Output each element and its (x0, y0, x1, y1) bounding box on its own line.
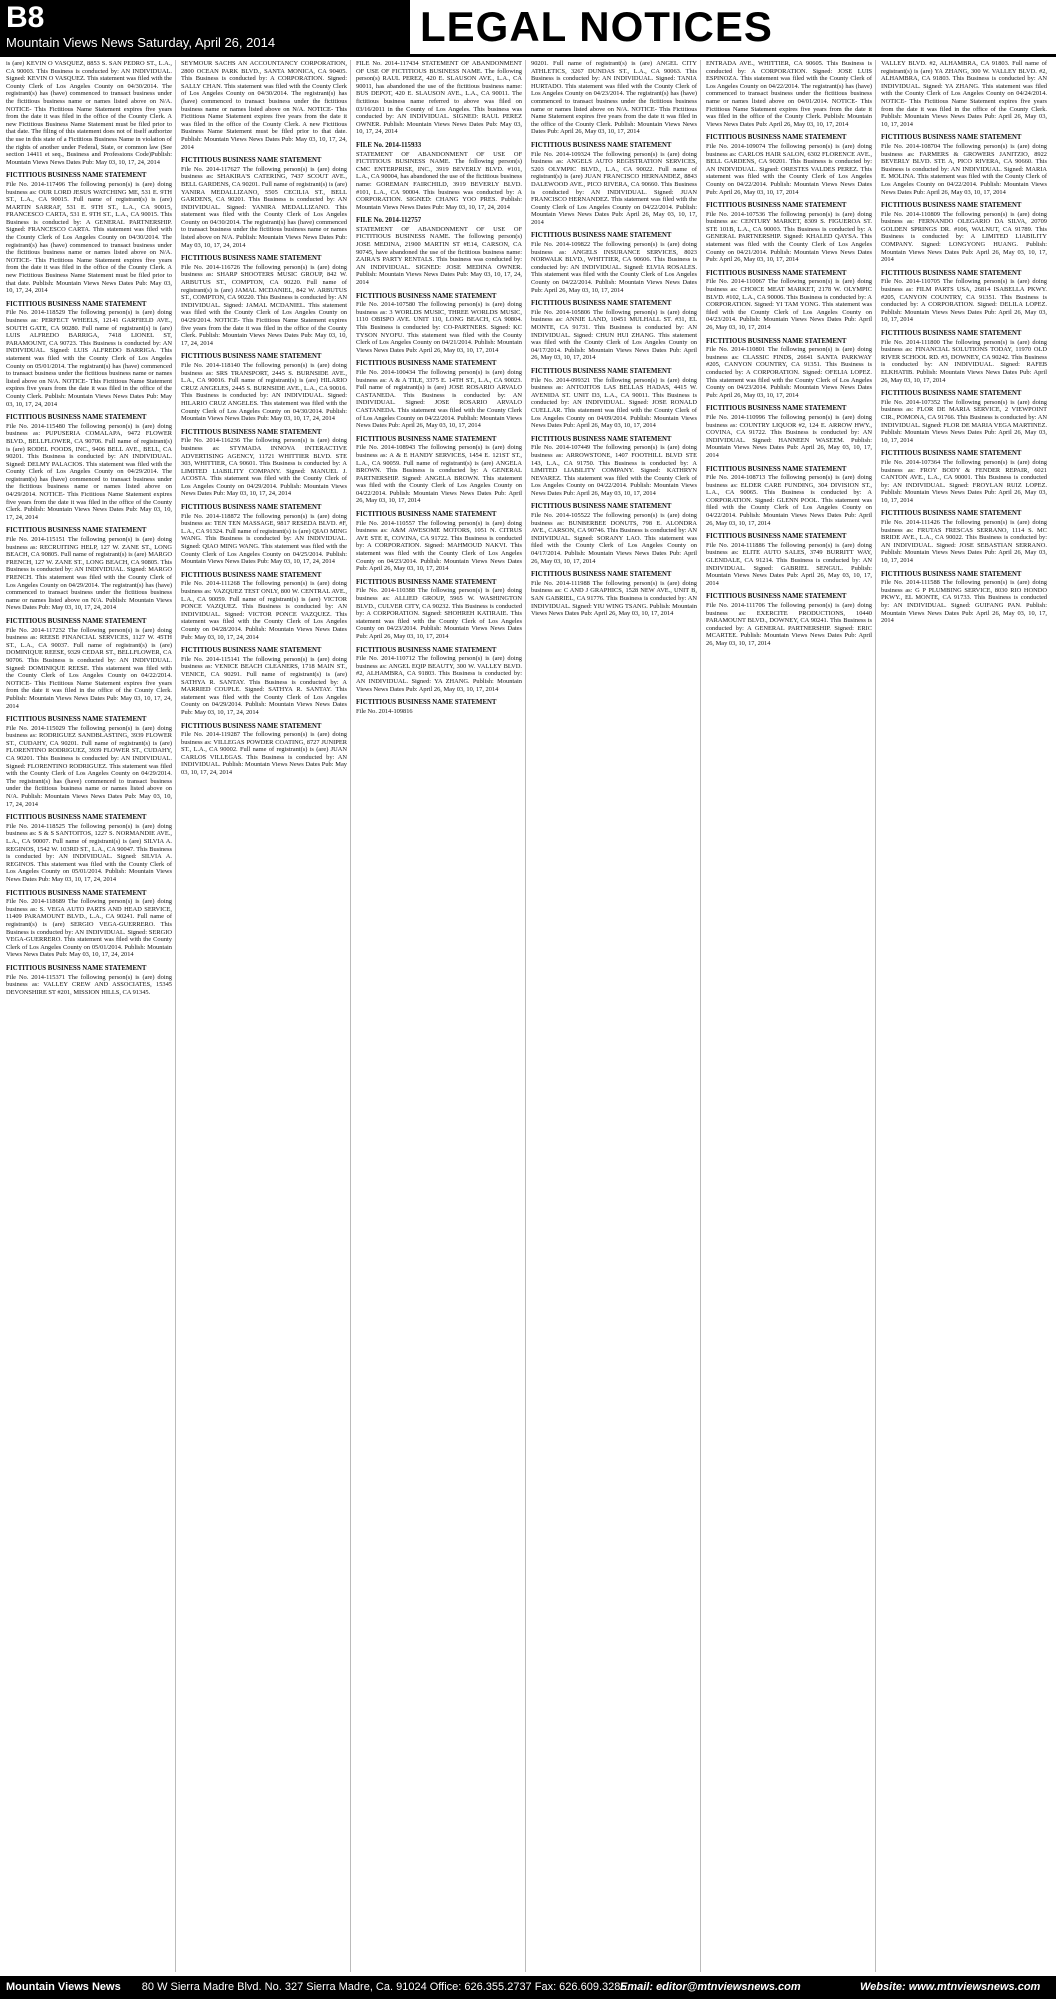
legal-notice (881, 270, 1047, 324)
notice-heading: FICTITIOUS BUSINESS NAME STATEMENT (706, 269, 847, 277)
legal-notice (881, 134, 1047, 196)
legal-notice (6, 527, 172, 612)
notice-heading: FICTITIOUS BUSINESS NAME STATEMENT (181, 647, 322, 655)
notice-heading: FICTITIOUS BUSINESS NAME STATEMENT (181, 353, 322, 361)
legal-notice (356, 60, 522, 136)
notice-body: File No. 2014-118525 The following person(s) is (are) doing business as: S & S SANTOITOS, 1227 S. NORMANDIE AVE., L.A., CA 90007. Full name of registrant(s) is (are) SILVIA A. REGINOS, 1542 W. 103RD ST., L.A., CA 90047. This Business is conducted by: AN INDIVIDUAL. Signed: SILVIA A. REGINOS. This statement was filed with the County Clerk of Los Angeles County on 05/01/2014. Publish: Mountain Views News Dates Pub: May 03, 10, 17, 24, 2014 (6, 822, 172, 883)
footer-address: 80 W Sierra Madre Blvd. No. 327 Sierra Madre, Ca. 91024 Office: 626.355.2737 Fax: 626.609.3285 (141, 1981, 627, 1993)
paper-and-date: Mountain Views News Saturday, April 26, 2014 (6, 35, 276, 50)
legal-notice (6, 301, 172, 408)
notice-body: ENTRADA AVE., WHITTIER, CA 90605. This Business is conducted by: A CORPORATION. Signed: JOSE LUIS ESPINOZA. This statement was filed with the County Clerk of Los Angeles County on 04/22/2014. The registrant(s) has (have) commenced to transact business under the fictitious business name or names listed above on 04/01/2014. NOTICE- This Fictitious Name Statement expires five years from the date it was filed in the office of the County Clerk. Publish: Mountain Views News Dates Pub: April 26, May 03, 10, 17, 2014 (706, 60, 872, 128)
notice-heading: FICTITIOUS BUSINESS NAME STATEMENT (6, 716, 147, 724)
notice-body: File No. 2014-118872 The following person(s) is (are) doing business as: TEN TEN MASSAGE, 9817 RESEDA BLVD. #F, L.A., CA 91324. Full name of registrant(s) is (are) QIAO MING WANG. This Business is conducted by: AN INDIVIDUAL. Signed: QIAO MING WANG. This statement was filed with the County Clerk of Los Angeles County on 04/25/2014. Publish: Mountain Views News Dates Pub: May 03, 10, 17, 24, 2014 (181, 512, 347, 566)
notice-body: File No. 2014-107580 The following person(s) is (are) doing business as: 3 WORLDS MUSIC, THREE WORLDS MUSIC, 1110 OBISPO AVE. UNIT 110, LONG BEACH, CA 90804. This Business is conducted by: CO-PARTNERS. Signed: KC TYSON NYOFU. This statement was filed with the County Clerk of Los Angeles County on 04/21/2014. Publish: Mountain Views News Dates Pub: April 26, May 03, 10, 17, 2014 (356, 301, 522, 354)
notice-body: File No. 2014-118529 The following person(s) is (are) doing business as: PERFECT WHEELS, 12141 GARFIELD AVE., SOUTH GATE, CA 90280. Full name of registrant(s) is (are) LUIS ALFREDO BARRIGA, 7418 LIONEL ST, PARAMOUNT, CA 90723. This Business is conducted by: AN INDIVIDUAL. Signed: LUIS ALFREDO BARRIGA. This statement was filed with the County Clerk of Los Angeles County on 05/01/2014. The registrant(s) has (have) commenced to transact business under the fictitious business name or names listed above on N/A. NOTICE- This Fictitious Name Statement expires five years from the date it was filed in the office of the County Clerk. Publish: Mountain Views News Dates Pub: May 03, 10, 17, 24, 2014 (6, 309, 172, 408)
notice-heading: FICTITIOUS BUSINESS NAME STATEMENT (181, 571, 322, 579)
notice-body: 90201. Full name of registrant(s) is (are) ANGEL CITY ATHLETICS, 3267 DUNDAS ST., L.A., CA 90063. This Business is conducted by: AN INDIVIDUAL. Signed: TANIA HURTADO. This statement was filed with the County Clerk of Los Angeles County on 04/23/2014. The registrant(s) has (have) commenced to transact business under the fictitious business name or names listed above on N/A. NOTICE- This Fictitious Name Statement expires five years from the date it was filed in the office of the County Clerk. Publish: Mountain Views News Dates Pub: April 26, May 03, 10, 17, 2014 (531, 60, 697, 136)
notice-body: File No. 2014-109822 The following person(s) is (are) doing business as: ANGELS INSURANCE SERVICES, 8023 NORWALK BLVD., WHITTIER, CA 90606. This Business is conducted by: AN INDIVIDUAL. Signed: ELVIA ROSALES. This statement was filed with the County Clerk of Los Angeles County on 04/22/2014. Publish: Mountain Views News Dates Pub: April 26, May 03, 10, 17, 2014 (531, 241, 697, 294)
notice-body: File No. 2014-115029 The following person(s) is (are) doing business as: RODRIGUEZ SANDBLASTING, 3939 FLOWER ST., CUDAHY, CA 90201. Full name of registrant(s) is (are) FLORENTINO RODRIGUEZ, 3939 FLOWER ST., CUDAHY, CA 90201. This Business is conducted by: AN INDIVIDUAL. Signed: FLORENTINO RODRIGUEZ. This statement was filed with the County Clerk of Los Angeles County on 04/29/2014. The registrant(s) has (have) commenced to transact business under the fictitious business name or names listed above on N/A. Publish: Mountain Views News Dates Pub: May 03, 10, 17, 24, 2014 (6, 724, 172, 808)
legal-notice (706, 270, 872, 332)
legal-notice (531, 436, 697, 498)
legal-notice (531, 368, 697, 430)
legal-notice (531, 300, 697, 362)
notice-heading: FICTITIOUS BUSINESS NAME STATEMENT (531, 300, 672, 308)
notice-heading: FICTITIOUS BUSINESS NAME STATEMENT (881, 450, 1022, 458)
legal-notice (356, 217, 522, 286)
legal-notice (356, 360, 522, 429)
notice-body: File No. 2014-107449 The following person(s) is (are) doing business as: ARROWSTONE, 1407 FOOTHILL BLVD STE 143, L.A., CA 91750. This Business is conducted by: A LIMITED LIABILITY COMPANY. Signed: KATHRYN NEVAREZ. This statement was filed with the County Clerk of Los Angeles County on 04/22/2014. Publish: Mountain Views News Dates Pub: April 26, May 03, 10, 17, 2014 (531, 444, 697, 497)
notice-body: VALLEY BLVD. #2, ALHAMBRA, CA 91803. Full name of registrant(s) is (are) YA ZHANG, 300 W. VALLEY BLVD. #2, ALHAMBRA, CA 91803. This Business is conducted by: AN INDIVIDUAL. Signed: YA ZHANG. This statement was filed with the County Clerk of Los Angeles County on 04/24/2014. NOTICE- This Fictitious Name Statement expires five years from the date it was filed in the office of the County Clerk. Publish: Mountain Views News Dates Pub: April 26, May 03, 10, 17, 2014 (881, 60, 1047, 128)
notice-body: File No. 2014-110705 The following person(s) is (are) doing business as: FILM PARTS USA, 26814 ISABELLA PKWY. #205, CANYON COUNTRY, CA 91351. This Business is conducted by: A CORPORATION. Signed: DELILA LOPEZ. Publish: Mountain Views News Dates Pub: April 26, May 03, 10, 17, 2014 (881, 278, 1047, 324)
notice-body: File No. 2014-110801 The following person(s) is (are) doing business as: CLASSIC FINDS, 26641 SANTA PARKWAY #205, CANYON COUNTRY, CA 91351. This Business is conducted by: A CORPORATION. Signed: OFELIA LOPEZ. This statement was filed with the County Clerk of Los Angeles County on 04/23/2014. Publish: Mountain Views News Dates Pub: April 26, May 03, 10, 17, 2014 (706, 346, 872, 399)
notice-body: STATEMENT OF ABANDONMENT OF USE OF FICTITIOUS BUSINESS NAME. The following person(s) JOSE MEDINA, 21900 MARTIN ST #E14, CARSON, CA 90745, have abandoned the use of the fictitious business name: ZAIRA'S PARTY RENTALS. This business was conducted by: AN INDIVIDUAL. SIGNED: JOSE MEDINA OWNER. Publish: Mountain Views News Dates Pub: May 03, 10, 17, 24, 2014 (356, 225, 522, 287)
notice-body: File No. 2014-118689 The following person(s) is (are) doing business as: S. VEGA AUTO PARTS AND HEAD SERVICE, 11409 PARAMOUNT BLVD., L.A., CA 90241. Full name of registrant(s) is (are) SERGIO VEGA-GUERRERO. This Business is conducted by: AN INDIVIDUAL. Signed: SERGIO VEGA-GUERRERO. This statement was filed with the County Clerk of Los Angeles County on 05/01/2014. Publish: Mountain Views News Dates Pub: May 03, 10, 17, 24, 2014 (6, 898, 172, 959)
notice-column (181, 60, 351, 1972)
notice-body: File No. 2014-107536 The following person(s) is (are) doing business as: CENTURY MARKET, 8309 S. FIGUEROA ST. STE 101B, L.A., CA 90003. This Business is conducted by: A GENERAL PARTNERSHIP. Signed: KHALED QAYSA. This statement was filed with the County Clerk of Los Angeles County on 04/21/2014. Publish: Mountain Views News Dates Pub: April 26, May 03, 10, 17, 2014 (706, 210, 872, 264)
notice-heading: FICTITIOUS BUSINESS NAME STATEMENT (531, 503, 672, 511)
notice-body: File No. 2014-107352 The following person(s) is (are) doing business as: FLOR DE MARIA SERVICE, 2 VIEWPOINT CIR., POMONA, CA 91766. This Business is conducted by: AN INDIVIDUAL. Signed: FLOR DE MARIA VEGA MARTINEZ. Publish: Mountain Views News Dates Pub: April 26, May 03, 10, 17, 2014 (881, 398, 1048, 444)
notice-body: File No. 2014-110557 The following person(s) is (are) doing business as: A&M AWESOME MOTORS, 1051 N. CITRUS AVE STE E, COVINA, CA 91722. This Business is conducted by: A CORPORATION. Signed: MAHMOUD NAKVI. This statement was filed with the County Clerk of Los Angeles County on 04/23/2014. Publish: Mountain Views News Dates Pub: April 26, May 03, 10, 17, 2014 (356, 519, 522, 573)
notice-heading: FICTITIOUS BUSINESS NAME STATEMENT (6, 172, 147, 180)
notice-column (706, 60, 876, 1972)
legal-notice (706, 593, 872, 647)
legal-notice (531, 232, 697, 294)
notice-heading: FICTITIOUS BUSINESS NAME STATEMENT (356, 435, 497, 443)
legal-notice (6, 965, 172, 996)
notice-heading: FILE No. 2014-115933 (356, 141, 422, 149)
notice-column (6, 60, 176, 1972)
legal-notice (881, 60, 1047, 128)
notice-heading: FICTITIOUS BUSINESS NAME STATEMENT (531, 435, 672, 443)
notice-body: File No. 2014-111706 The following person(s) is (are) doing business as: EXERCITE PRODUCTIONS, 10440 PARAMOUNT BLVD., DOWNEY, CA 90241. This Business is conducted by: A GENERAL PARTNERSHIP. Signed: ERIC MCARTEE. Publish: Mountain Views News Dates Pub: April 26, May 03, 10, 17, 2014 (706, 602, 872, 647)
legal-notice (356, 142, 522, 211)
notice-body: File No. 2014-111800 The following person(s) is (are) doing business as: FINANCIAL SOLUTIONS TODAY, 11970 OLD RIVER SCHOOL RD. #3, DOWNEY, CA 90242. This Business is conducted by: AN INDIVIDUAL. Signed: RAFEB ELKHATIB. Publish: Mountain Views News Dates Pub: April 26, May 03, 10, 17, 2014 (881, 338, 1047, 384)
notice-body: File No. 2014-115141 The following person(s) is (are) doing business as: VENICE BEACH CLEANERS, 1718 MAIN ST., VENICE, CA 90291. Full name of registrant(s) is (are) SATHYA R. SANTAY. This Business is conducted by: A MARRIED COUPLE. Signed: SATHYA R. SANTAY. This statement was filed with the County Clerk of Los Angeles County on 04/29/2014. Publish: Mountain Views News Dates Pub: May 03, 10, 17, 24, 2014 (181, 655, 347, 716)
notice-body: File No. 2014-116236 The following person(s) is (are) doing business as: STYMADA INNOVA INTERACTIVE ADVERTISING AGENCY, 11721 WHITTIER BLVD. STE 303, WHITTIER, CA 90601. This Business is conducted by: A LIMITED LIABILITY COMPANY. Signed: MANUEL J. ACOSTA. This statement was filed with the County Clerk of Los Angeles County on 04/29/2014. Publish: Mountain Views News Dates Pub: May 03, 10, 17, 24, 2014 (181, 437, 347, 498)
notice-body: File No. 2014-108943 The following person(s) is (are) doing business as: A & E HANDY SERVICES, 1454 E. 121ST ST., L.A., CA 90059. Full name of registrant(s) is (are) ANGELA BROWN. This Business is conducted by: A GENERAL PARTNERSHIP. Signed: ANGELA BROWN. This statement was filed with the County Clerk of Los Angeles County on 04/22/2014. Publish: Mountain Views News Dates Pub: April 26, May 03, 10, 17, 2014 (356, 444, 522, 505)
notice-body: File No. 2014-108713 The following person(s) is (are) doing business as: ELDER CARE FUNDING, 304 DIVISION ST., L.A., CA 90065. This Business is conducted by: A CORPORATION. Signed: GLENN POOL. This statement was filed with the County Clerk of Los Angeles County on 04/22/2014. Publish: Mountain Views News Dates Pub: April 26, May 03, 10, 17, 2014 (706, 474, 872, 527)
footer-paper-name: Mountain Views News (6, 1981, 121, 1993)
notice-body: File No. 2014-105522 The following person(s) is (are) doing business as: BUNBERBEE DONUTS, 798 E. ALONDRA AVE., CARSON, CA 90746. This Business is conducted by: AN INDIVIDUAL. Signed: SORANY LAO. This statement was filed with the County Clerk of Los Angeles County on 04/17/2014. Publish: Mountain Views News Dates Pub: April 26, May 03, 10, 17, 2014 (531, 512, 697, 565)
legal-notice (531, 60, 697, 136)
notice-body: File No. 2014-109074 The following person(s) is (are) doing business as: CARLOS HAIR SALON, 6302 FLORENCE AVE., BELL GARDENS, CA 90201. This Business is conducted by: AN INDIVIDUAL. Signed: ORESTES VALDES PEREZ. This statement was filed with the County Clerk of Los Angeles County on 04/22/2014. Publish: Mountain Views News Dates Pub: April 26, May 03, 10, 17, 2014 (706, 142, 872, 196)
notice-body: File No. 2014-105806 The following person(s) is (are) doing business as: ANNIE LAND, 10451 MULHALL ST. #31, EL MONTE, CA 91731. This Business is conducted by: AN INDIVIDUAL. Signed: CHUN HUI ZHANG. This statement was filed with the County Clerk of Los Angeles County on 04/17/2014. Publish: Mountain Views News Dates Pub: April 26, May 03, 10, 17, 2014 (531, 308, 697, 362)
legal-notice (181, 157, 347, 249)
legal-notice (881, 330, 1047, 384)
notice-heading: FICTITIOUS BUSINESS NAME STATEMENT (356, 578, 497, 586)
legal-notice (181, 60, 347, 151)
notice-heading: FICTITIOUS BUSINESS NAME STATEMENT (706, 593, 847, 601)
legal-notice (706, 134, 872, 196)
notice-heading: FICTITIOUS BUSINESS NAME STATEMENT (181, 157, 322, 165)
notice-heading: FILE No. 2014-112757 (356, 217, 422, 225)
notice-heading: FICTITIOUS BUSINESS NAME STATEMENT (356, 699, 497, 707)
notice-heading: FICTITIOUS BUSINESS NAME STATEMENT (881, 510, 1022, 518)
notice-heading: FICTITIOUS BUSINESS NAME STATEMENT (356, 646, 497, 654)
notice-body: File No. 2014-111988 The following person(s) is (are) doing business as: C AND J GRAPHICS, 1528 NEW AVE., UNIT B, SAN GABRIEL, CA 91776. This Business is conducted by: AN INDIVIDUAL. Signed: YIU WING TSANG. Publish: Mountain Views News Dates Pub: April 26, May 03, 10, 17, 2014 (531, 579, 697, 618)
footer-website[interactable]: Website: www.mtnviewsnews.com (860, 1981, 1041, 1993)
notice-column (881, 60, 1050, 1972)
notice-body: File No. 2014-115371 The following person(s) is (are) doing business as: VALLEY CREW AND ASSOCIATES, 15345 DEVONSHIRE ST #201, MISSION HILLS, CA 91345. (6, 973, 172, 996)
notice-heading: FICTITIOUS BUSINESS NAME STATEMENT (6, 527, 147, 535)
notice-body: File No. 2014-117627 The following person(s) is (are) doing business as: SHAKIRA'S CATERING, 7437 SCOUT AVE., BELL GARDENS, CA 90201. Full name of registrant(s) is (are) YANIRA MEDALLIZANO, 5505 CECILIA ST., BELL GARDENS, CA 90201. This Business is conducted by: AN INDIVIDUAL. Signed: YANIRA MEDALLIZANO. This statement was filed with the County Clerk of Los Angeles County on 04/30/2014. The registrant(s) has (have) commenced to transact business under the fictitious business name or names listed above on N/A. Publish: Mountain Views News Dates Pub: May 03, 10, 17, 24, 2014 (181, 165, 347, 249)
notice-heading: FICTITIOUS BUSINESS NAME STATEMENT (356, 360, 497, 368)
notice-columns (6, 60, 1050, 1972)
notice-heading: FICTITIOUS BUSINESS NAME STATEMENT (881, 269, 1022, 277)
legal-notice (881, 390, 1047, 444)
legal-notice (181, 723, 347, 777)
notice-heading: FICTITIOUS BUSINESS NAME STATEMENT (6, 414, 147, 422)
masthead-banner (0, 0, 410, 54)
notice-body: File No. 2014-115480 The following person(s) is (are) doing business as: PUPUSERIA COMALAPA, 9472 FLOWER BLVD., BELLFLOWER, CA 90706. Full name of registrant(s) is (are) RODEL FOODS, INC., 9406 BELL AVE., BELL, CA 90201. This Business is conducted by: AN INDIVIDUAL. Signed: DELMY PALACIOS. This statement was filed with the County Clerk of Los Angeles County on 04/29/2014. The registrant(s) has (have) commenced to transact business under the fictitious business name or names listed above on 04/29/2014. NOTICE- This Fictitious Name Statement expires five years from the date it was filed in the office of the County Clerk. Publish: Mountain Views News Dates Pub: May 03, 10, 17, 24, 2014 (6, 422, 172, 521)
masthead-rule (0, 54, 1056, 57)
notice-heading: FICTITIOUS BUSINESS NAME STATEMENT (6, 964, 147, 972)
notice-body: File No. 2014-110067 The following person(s) is (are) doing business as: CHOICE MEAT MARKET, 2178 W. OLYMPIC BLVD. #102, L.A., CA 90006. This Business is conducted by: A CORPORATION. Signed: YI TAM YONG. This statement was filed with the County Clerk of Los Angeles County on 04/23/2014. Publish: Mountain Views News Dates Pub: April 26, May 03, 10, 17, 2014 (706, 278, 872, 331)
page-number: B8 (6, 1, 45, 34)
legal-notice (181, 429, 347, 498)
notice-heading: FICTITIOUS BUSINESS NAME STATEMENT (881, 570, 1022, 578)
notice-heading: FICTITIOUS BUSINESS NAME STATEMENT (181, 428, 322, 436)
legal-notice (6, 890, 172, 959)
notice-heading: FICTITIOUS BUSINESS NAME STATEMENT (706, 134, 847, 142)
notice-body: File No. 2014-111426 The following person(s) is (are) doing business as: FRUTAS FRESCAS SERRANO, 1114 S. MC BRIDE AVE., L.A., CA 90022. This Business is conducted by: AN INDIVIDUAL. Signed: JOSE SEBASTIAN SERRANO. Publish: Mountain Views News Dates Pub: April 26, May 03, 10, 17, 2014 (881, 519, 1047, 565)
notice-heading: FICTITIOUS BUSINESS NAME STATEMENT (181, 722, 322, 730)
legal-notice (356, 293, 522, 355)
notice-heading: FICTITIOUS BUSINESS NAME STATEMENT (531, 141, 672, 149)
legal-notice (881, 510, 1047, 564)
notice-heading: FICTITIOUS BUSINESS NAME STATEMENT (181, 504, 322, 512)
legal-notice (181, 647, 347, 716)
notice-body: File No. 2014-116726 The following person(s) is (are) doing business as: SHARP SHOOTERS MUSIC GROUP, 842 W. ARBUTUS ST., COMPTON, CA 90220. Full name of registrant(s) is (are) JAMAL MCDANIEL, 842 W. ARBUTUS ST., COMPTON, CA 90220. This Business is conducted by: AN INDIVIDUAL. Signed: JAMAL MCDANIEL. This statement was filed with the County Clerk of Los Angeles County on 04/29/2014. NOTICE- This Fictitious Name Statement expires five years from the date it was filed in the office of the County Clerk. Publish: Mountain Views News Dates Pub: May 03, 10, 17, 24, 2014 (181, 263, 347, 347)
legal-notice (356, 511, 522, 573)
legal-notice (181, 353, 347, 422)
notice-heading: FICTITIOUS BUSINESS NAME STATEMENT (881, 390, 1022, 398)
notice-body: FILE No. 2014-117434 STATEMENT OF ABANDONMENT OF USE OF FICTITIOUS BUSINESS NAME. The following person(s) RAUL PEREZ, 420 E. SLAUSON AVE., L.A., CA 90011, has abandoned the use of the fictitious business name: BUS DEPOT, 420 E. SLAUSON AVE., L.A., CA 90011. The fictitious business name referred to above was filed on 03/16/2011 in the County of Los Angeles. This business was conducted by: AN INDIVIDUAL. SIGNED: RAUL PEREZ OWNER. Publish: Mountain Views News Dates Pub: May 03, 10, 17, 24, 2014 (356, 60, 522, 136)
legal-notice (531, 142, 697, 227)
legal-notice (181, 504, 347, 566)
legal-notice (531, 503, 697, 565)
notice-body: File No. 2014-110388 The following person(s) is (are) doing business as: ALLIED GROUP, 5965 W. WASHINGTON BLVD., CULVER CITY, CA 90232. This Business is conducted by: A CORPORATION. Signed: SHOHREH KATIRAIE. This statement was filed with the County Clerk of Los Angeles County on 04/23/2014. Publish: Mountain Views News Dates Pub: April 26, May 03, 10, 17, 2014 (356, 587, 522, 640)
notice-body: File No. 2014-107364 The following person(s) is (are) doing business as: FROY BODY & FENDER REPAIR, 6021 CANTON AVE., L.A., CA 90001. This Business is conducted by: AN INDIVIDUAL. Signed: FROYLAN RUIZ LOPEZ. Publish: Mountain Views News Dates Pub: April 26, May 03, 10, 17, 2014 (881, 458, 1047, 504)
notice-body: File No. 2014-109324 The following person(s) is (are) doing business as: ANGELS AUTO REGISTRATION SERVICES, 5203 OLYMPIC BLVD., L.A., CA 90022. Full name of registrant(s) is (are) JUAN FRANCISCO HERNANDEZ, 8843 DALEWOOD AVE., PICO RIVERA, CA 90660. This Business is conducted by: AN INDIVIDUAL. Signed: JUAN FRANCISCO HERNANDEZ. This statement was filed with the County Clerk of Los Angeles County on 04/22/2014. Publish: Mountain Views News Dates Pub: April 26, May 03, 10, 17, 2014 (531, 150, 697, 226)
notice-body: File No. 2014-109816 (356, 707, 413, 715)
notice-body: File No. 2014-111588 The following person(s) is (are) doing business as: G P PLUMBING SERVICE, 8030 RIO HONDO PKWY., EL MONTE, CA 91733. This Business is conducted by: AN INDIVIDUAL. Signed: GUIFANG PAN. Publish: Mountain Views News Dates Pub: April 26, May 03, 10, 17, 2014 (881, 579, 1047, 625)
section-title: LEGAL NOTICES (420, 3, 773, 50)
legal-notice (706, 60, 872, 128)
notice-column (531, 60, 701, 1972)
notice-body: File No. 2014-100434 The following person(s) is (are) doing business as: A & A TILE, 3375 E. 14TH ST., L.A., CA 90023. Full name of registrant(s) is (are) JOSE ROSARIO ARVALO CASTANEDA. This Business is conducted by: AN INDIVIDUAL. Signed: JOSE ROSARIO ARVALO CASTANEDA. This statement was filed with the County Clerk of Los Angeles County on 04/22/2014. Publish: Mountain Views News Dates Pub: April 26, May 03, 10, 17, 2014 (356, 368, 522, 430)
notice-heading: FICTITIOUS BUSINESS NAME STATEMENT (706, 202, 847, 210)
notice-body: File No. 2014-108704 The following person(s) is (are) doing business as: FARMERS & GROWERS JANITZIO, 8922 BEVERLY BLVD. STE A, PICO RIVERA, CA 90660. This Business is conducted by: AN INDIVIDUAL. Signed: MARIA E. MOLINA. This statement was filed with the County Clerk of Los Angeles County on 04/22/2014. Publish: Mountain Views News Dates Pub: April 26, May 03, 10, 17, 2014 (881, 142, 1047, 196)
legal-notice (6, 716, 172, 808)
notice-heading: FICTITIOUS BUSINESS NAME STATEMENT (531, 367, 672, 375)
notice-body: File No. 2014-110809 The following person(s) is (are) doing business as: FERNANDO OLEGARIO DA SILVA, 20709 GOLDEN SPRINGS DR. #106, WALNUT, CA 91789. This Business is conducted by: A LIMITED LIABILITY COMPANY. Signed: LONGYONG HUANG. Publish: Mountain Views News Dates Pub: April 26, May 03, 10, 17, 2014 (881, 210, 1047, 264)
notice-body: File No. 2014-115151 The following person(s) is (are) doing business as: RECRUITING HELP, 127 W. ZANE ST., LONG BEACH, CA 90805. Full name of registrant(s) is (are) MARGO FRENCH, 127 W. ZANE ST., LONG BEACH, CA 90805. This Business is conducted by: AN INDIVIDUAL. Signed: MARGO FRENCH. This statement was filed with the County Clerk of Los Angeles County on 04/29/2014. The registrant(s) has (have) commenced to transact business under the fictitious business name or names listed above on N/A. Publish: Mountain Views News Dates Pub: May 03, 10, 17, 24, 2014 (6, 536, 172, 612)
legal-notice (706, 405, 872, 459)
legal-notice (6, 814, 172, 883)
notice-body: File No. 2014-111886 The following person(s) is (are) doing business as: ELITE AUTO SALES, 3749 BURRITT WAY, GLENDALE, CA 91214. This Business is conducted by: AN INDIVIDUAL. Signed: GABRIEL SENGUL. Publish: Mountain Views News Dates Pub: April 26, May 03, 10, 17, 2014 (706, 541, 872, 587)
legal-notice (706, 338, 872, 400)
notice-body: File No. 2014-117496 The following person(s) is (are) doing business as: OUR LORD JESUS WATCHING ME, 531 E. 9TH ST., L.A., CA 90015. Full name of registrant(s) is (are) MARTIN SARRAF, 531 E. 9TH ST., L.A., CA 90015, FRANCESCO CARTA, 531 E. 9TH ST., L.A., CA 90015. This Business is conducted by: A GENERAL PARTNERSHIP. Signed: FRANCESCO CARTA. This statement was filed with the County Clerk of Los Angeles County on 04/30/2014. The registrant(s) has (have) commenced to transact business under the fictitious business name or names listed above on N/A. NOTICE- This Fictitious Name Statement expires five years from the date it was filed in the office of the County Clerk. A new Fictitious Business Name Statement must be filed prior to that date. Publish: Mountain Views News Dates Pub: May 03, 10, 17, 24, 2014 (6, 180, 172, 295)
legal-notice (356, 699, 522, 715)
notice-heading: FICTITIOUS BUSINESS NAME STATEMENT (6, 889, 147, 897)
legal-notice (356, 579, 522, 641)
legal-notice (6, 618, 172, 710)
page-footer (0, 1976, 1056, 1999)
notice-heading: FICTITIOUS BUSINESS NAME STATEMENT (6, 300, 147, 308)
legal-notice (6, 60, 172, 166)
legal-notice (181, 572, 347, 641)
notice-heading: FICTITIOUS BUSINESS NAME STATEMENT (6, 814, 147, 822)
legal-notice (881, 450, 1047, 504)
notice-heading: FICTITIOUS BUSINESS NAME STATEMENT (181, 255, 322, 263)
notice-column (356, 60, 526, 1972)
notice-heading: FICTITIOUS BUSINESS NAME STATEMENT (706, 405, 847, 413)
notice-heading: FICTITIOUS BUSINESS NAME STATEMENT (6, 617, 147, 625)
notice-body: File No. 2014-111268 The following person(s) is (are) doing business as: VAZQUEZ TEST ONLY, 800 W. CENTRAL AVE., L.A., CA 90059. Full name of registrant(s) is (are) VICTOR PONCE VAZQUEZ. This Business is conducted by: AN INDIVIDUAL. Signed: VICTOR PONCE VAZQUEZ. This statement was filed with the County Clerk of Los Angeles County on 04/28/2014. Publish: Mountain Views News Dates Pub: May 03, 10, 17, 24, 2014 (181, 580, 347, 641)
legal-notice (881, 571, 1047, 625)
notice-body: File No. 2014-099321 The following person(s) is (are) doing business as: ANTOJITOS LAS BELLAS HADAS, 4415 W. AVENIDA ST. UNIT D3, L.A., CA 90011. This Business is conducted by: AN INDIVIDUAL. Signed: JOSE RONALD CUELLAR. This statement was filed with the County Clerk of Los Angeles County on 04/09/2014. Publish: Mountain Views News Dates Pub: April 26, May 03, 10, 17, 2014 (531, 376, 697, 430)
notice-body: SEYMOUR SACHS AN ACCOUNTANCY CORPORATION, 2800 OCEAN PARK BLVD., SANTA MONICA, CA 90405. This Business is conducted by: A CORPORATION. Signed: SALLY CHAN. This statement was filed with the County Clerk of Los Angeles County on 04/30/2014. The registrant(s) has (have) commenced to transact business under the fictitious business name or names listed above on N/A. NOTICE- This Fictitious Name Statement expires five years from the date it was filed in the office of the County Clerk. A new Fictitious Business Name Statement must be filed prior to that date. Publish: Mountain Views News Dates Pub: May 03, 10, 17, 24, 2014 (181, 60, 347, 151)
legal-notice (531, 571, 697, 618)
notice-body: STATEMENT OF ABANDONMENT OF USE OF FICTITIOUS BUSINESS NAME. The following person(s) CMC ENTERPRISE, INC., 3919 BEVERLY BLVD. #101, L.A., CA 90004, has abandoned the use of the fictitious business name: GOREMAN FAIRCHILD, 3919 BEVERLY BLVD. #101, L.A., CA 90004. This business was conducted by: A CORPORATION. SIGNED: CHANG YOO PRES. Publish: Mountain Views News Dates Pub: May 03, 10, 17, 24, 2014 (356, 150, 522, 211)
legal-notice (706, 533, 872, 587)
legal-notice (6, 414, 172, 521)
masthead (0, 0, 1056, 54)
notice-heading: FICTITIOUS BUSINESS NAME STATEMENT (881, 202, 1022, 210)
notice-body: File No. 2014-118140 The following person(s) is (are) doing business as: SRS TRANSPORT, 2445 S. BURNSIDE AVE., L.A., CA 90016. Full name of registrant(s) is (are) HILARIO CRUZ ANGELES, 2445 S. BURNSIDE AVE., L.A., CA 90016. This Business is conducted by: AN INDIVIDUAL. Signed: HILARIO CRUZ ANGELES. This statement was filed with the County Clerk of Los Angeles County on 04/30/2014. Publish: Mountain Views News Dates Pub: May 03, 10, 17, 24, 2014 (181, 361, 347, 423)
notice-heading: FICTITIOUS BUSINESS NAME STATEMENT (531, 232, 672, 240)
legal-notice (6, 172, 172, 295)
notice-heading: FICTITIOUS BUSINESS NAME STATEMENT (706, 465, 847, 473)
notice-body: File No. 2014-110996 The following person(s) is (are) doing business as: COUNTRY LIQUOR #2, 124 E. ARROW HWY., COVINA, CA 91722. This Business is conducted by: AN INDIVIDUAL. Signed: HANNEEN WASEEM. Publish: Mountain Views News Dates Pub: April 26, May 03, 10, 17, 2014 (706, 413, 872, 459)
notice-heading: FICTITIOUS BUSINESS NAME STATEMENT (531, 571, 672, 579)
footer-email[interactable]: Email: editor@mtnviewsnews.com (620, 1981, 801, 1993)
legal-notice (181, 255, 347, 347)
legal-notice (706, 466, 872, 528)
notice-body: File No. 2014-117232 The following person(s) is (are) doing business as: REESE FINANCIAL SERVICES, 1127 W. 45TH ST., L.A., CA 90037. Full name of registrant(s) is (are) DOMINIQUE REESE, 9329 CEDAR ST., BELLFLOWER, CA 90706. This Business is conducted by: AN INDIVIDUAL. Signed: DOMINIQUE REESE. This statement was filed with the County Clerk of Los Angeles County on 04/22/2014. NOTICE- This Fictitious Name Statement expires five years from the date it was filed in the office of the County Clerk. Publish: Mountain Views News Dates Pub: May 03, 10, 17, 24, 2014 (6, 626, 172, 710)
legal-notice (356, 436, 522, 505)
notice-heading: FICTITIOUS BUSINESS NAME STATEMENT (881, 330, 1022, 337)
notice-heading: FICTITIOUS BUSINESS NAME STATEMENT (881, 134, 1022, 142)
notice-heading: FICTITIOUS BUSINESS NAME STATEMENT (356, 292, 497, 300)
notice-body: File No. 2014-119287 The following person(s) is (are) doing business as: VILLEGAS POWDER COATING, 8727 JUNIPER ST., L.A., CA 90002. Full name of registrant(s) is (are) JUAN CARLOS VILLEGAS. This Business is conducted by: AN INDIVIDUAL. Publish: Mountain Views News Dates Pub: May 03, 10, 17, 24, 2014 (181, 731, 347, 777)
notice-heading: FICTITIOUS BUSINESS NAME STATEMENT (356, 511, 497, 519)
notice-heading: FICTITIOUS BUSINESS NAME STATEMENT (706, 337, 847, 345)
legal-notice (356, 647, 522, 694)
legal-notice (881, 202, 1047, 264)
notice-body: is (are) KEVIN O VASQUEZ, 8853 S. SAN PEDRO ST., L.A., CA 90003. This Business is conducted by: AN INDIVIDUAL. Signed: KEVIN O VASQUEZ. This statement was filed with the County Clerk of Los Angeles County on 04/30/2014. The registrant(s) has (have) commenced to transact business under the fictitious business name or names listed above on N/A. NOTICE- This Fictitious Name Statement expires five years from the date it was filed in the office of the County Clerk. A new Fictitious Business Name Statement must be filed prior to that date. The filing of this statement does not of itself authorize the use in this state of a Fictitious Business Name in violation of the rights of another under Federal, State, or common law (See section 14411 et seq., Business and Professions Code)Publish: Mountain Views News Dates Pub: May 03, 10, 17, 24, 2014 (6, 60, 172, 166)
notice-heading: FICTITIOUS BUSINESS NAME STATEMENT (706, 533, 847, 541)
notice-body: File No. 2014-110712 The following person(s) is (are) doing business as: ANGEL EQIP BEAUTY, 300 W. VALLEY BLVD. #2, ALHAMBRA, CA 91803. This Business is conducted by: AN INDIVIDUAL. Signed: YA ZHANG. Publish: Mountain Views News Dates Pub: April 26, May 03, 10, 17, 2014 (356, 655, 522, 693)
legal-notice (706, 202, 872, 264)
